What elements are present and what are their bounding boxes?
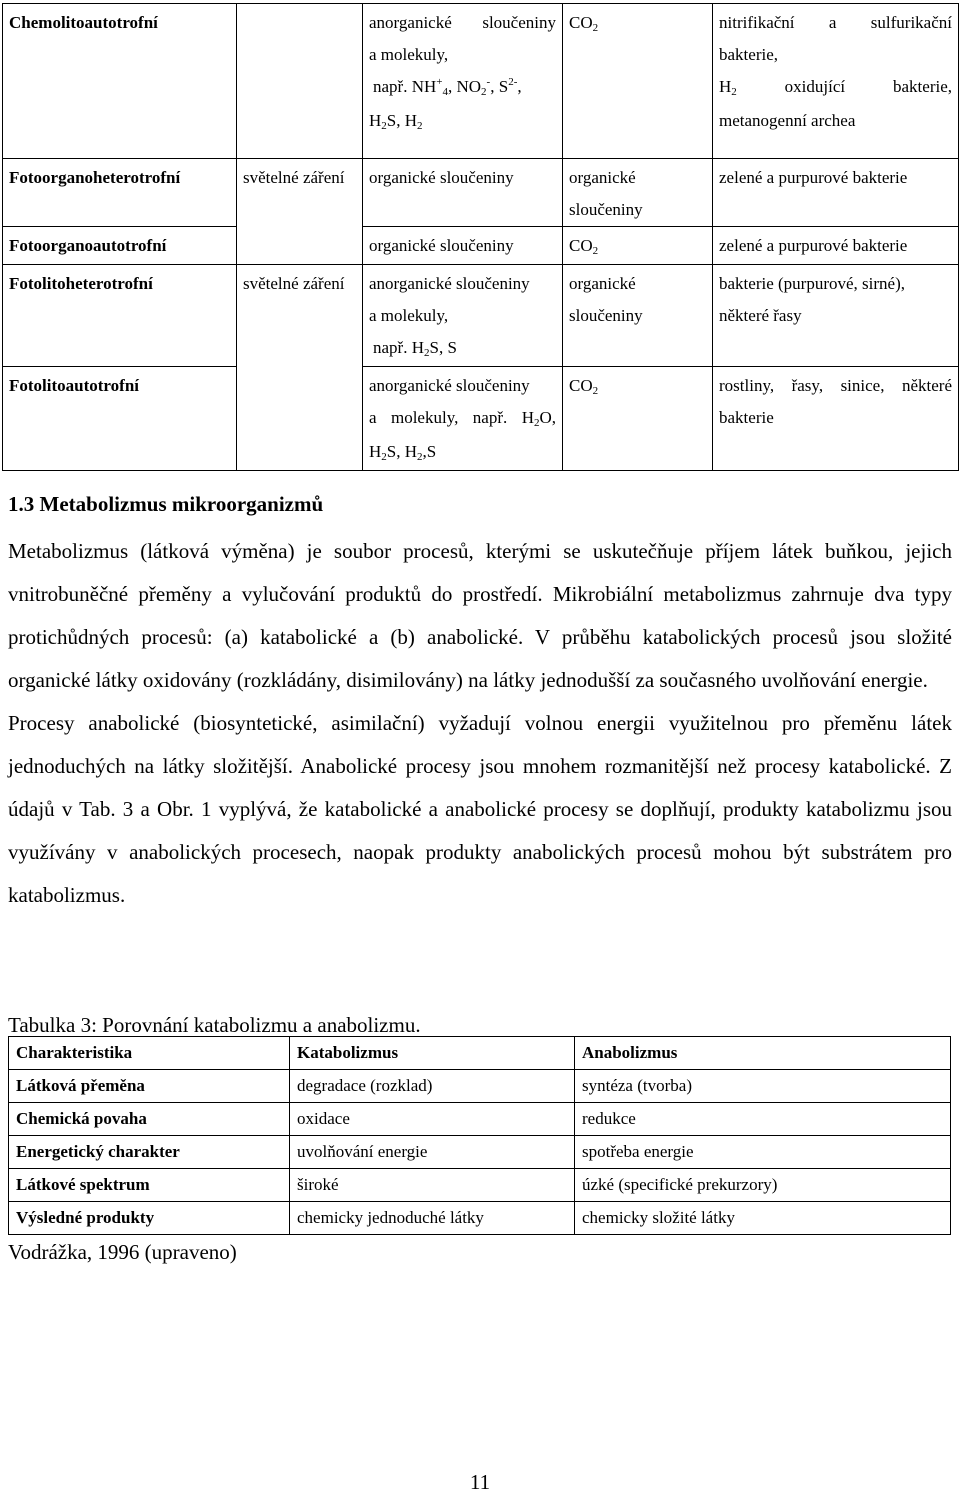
carbon-source: CO2: [563, 227, 713, 265]
table-header-row: [9, 1037, 951, 1070]
organism-examples: nitrifikační a sulfurikační bakterie, H2 oxidující bakterie, metanogenní archea: [713, 4, 959, 159]
type-name: Fotoorganoautotrofní: [3, 227, 237, 265]
electron-donor: anorganické sloučeniny a molekuly, např. H2S, S: [363, 265, 563, 367]
type-name: Fotoorganoheterotrofní: [3, 159, 237, 227]
carbon-source: CO2: [563, 367, 713, 471]
column-header: Anabolizmus: [575, 1037, 951, 1070]
energy-source: světelné záření: [237, 159, 363, 227]
catabolism-anabolism-table: [8, 1036, 951, 1235]
column-header: Charakteristika: [9, 1037, 290, 1070]
column-header: Katabolizmus: [290, 1037, 575, 1070]
table-row: [9, 1169, 951, 1202]
table-row: [3, 227, 959, 265]
row-header: Chemická povaha: [9, 1103, 290, 1136]
table-row: [9, 1136, 951, 1169]
table-cell: uvolňování energie: [290, 1136, 575, 1169]
electron-donor: anorganické sloučeniny a molekuly, např. H2O, H2S, H2,S: [363, 367, 563, 471]
carbon-source: organické sloučeniny: [563, 265, 713, 367]
electron-donor: anorganické sloučeniny a molekuly, např. NH+4, NO2-, $S^{2-}$, H2S, H2: [363, 4, 563, 159]
type-name: Chemolitoautotrofní: [3, 4, 237, 159]
table-cell: úzké (specifické prekurzory): [575, 1169, 951, 1202]
table-cell: oxidace: [290, 1103, 575, 1136]
organism-examples: zelené a purpurové bakterie: [713, 227, 959, 265]
table-cell: široké: [290, 1169, 575, 1202]
section-heading: 1.3 Metabolizmus mikroorganizmů: [8, 492, 324, 516]
metabolism-types-table: [2, 3, 959, 471]
table-cell: chemicky jednoduché látky: [290, 1202, 575, 1235]
carbon-source: CO2: [563, 4, 713, 159]
table-row: [3, 265, 959, 367]
table-row: [9, 1070, 951, 1103]
carbon-source: organické sloučeniny: [563, 159, 713, 227]
energy-source: [237, 4, 363, 159]
type-name: Fotolitoheterotrofní: [3, 265, 237, 367]
type-name: Fotolitoautotrofní: [3, 367, 237, 471]
body-text: [8, 530, 952, 917]
organism-examples: zelené a purpurové bakterie: [713, 159, 959, 227]
paragraph: Procesy anabolické (biosyntetické, asimilační) vyžadují volnou energii využitelnou pro přeměnu látek jednoduchých na látky složitější. Anabolické procesy jsou mnohem rozmanitější než procesy katabolické. Z údajů v Tab. 3 a Obr. 1 vyplývá, že katabolické a anabolické procesy se doplňují, produkty katabolizmu jsou využívány v anabolických procesech, naopak produkty anabolických procesů mohou být substrátem pro katabolizmus.: [8, 711, 952, 907]
table-row: [9, 1202, 951, 1235]
table-row: [3, 159, 959, 227]
table-cell: redukce: [575, 1103, 951, 1136]
organism-examples: rostliny, řasy, sinice, některé bakterie: [713, 367, 959, 471]
table-cell: spotřeba energie: [575, 1136, 951, 1169]
paragraph: Metabolizmus (látková výměna) je soubor procesů, kterými se uskutečňuje příjem látek buňkou, jejich vnitrobuněčné přeměny a vylučování produktů do prostředí. Mikrobiální metabolizmus zahrnuje dva typy protichůdných procesů: (a) katabolické a (b) anabolické. V průběhu katabolických procesů jsou složité organické látky oxidovány (rozkládány, disimilovány) na látky jednodušší za současného uvolňování energie.: [8, 539, 952, 692]
row-header: Látkové spektrum: [9, 1169, 290, 1202]
row-header: Látková přeměna: [9, 1070, 290, 1103]
page-number: 11: [469, 1470, 491, 1494]
row-header: Energetický charakter: [9, 1136, 290, 1169]
energy-source: světelné záření: [237, 265, 363, 471]
electron-donor: organické sloučeniny: [363, 227, 563, 265]
table-caption: Tabulka 3: Porovnání katabolizmu a anabolizmu.: [8, 1013, 421, 1037]
energy-source: [237, 227, 363, 265]
table-cell: degradace (rozklad): [290, 1070, 575, 1103]
row-header: Výsledné produkty: [9, 1202, 290, 1235]
table-row: [3, 4, 959, 159]
table-cell: chemicky složité látky: [575, 1202, 951, 1235]
electron-donor: organické sloučeniny: [363, 159, 563, 227]
table-cell: syntéza (tvorba): [575, 1070, 951, 1103]
table-row: [9, 1103, 951, 1136]
table-source: Vodrážka, 1996 (upraveno): [8, 1240, 237, 1264]
table-row: [3, 367, 959, 471]
organism-examples: bakterie (purpurové, sirné), některé řasy: [713, 265, 959, 367]
